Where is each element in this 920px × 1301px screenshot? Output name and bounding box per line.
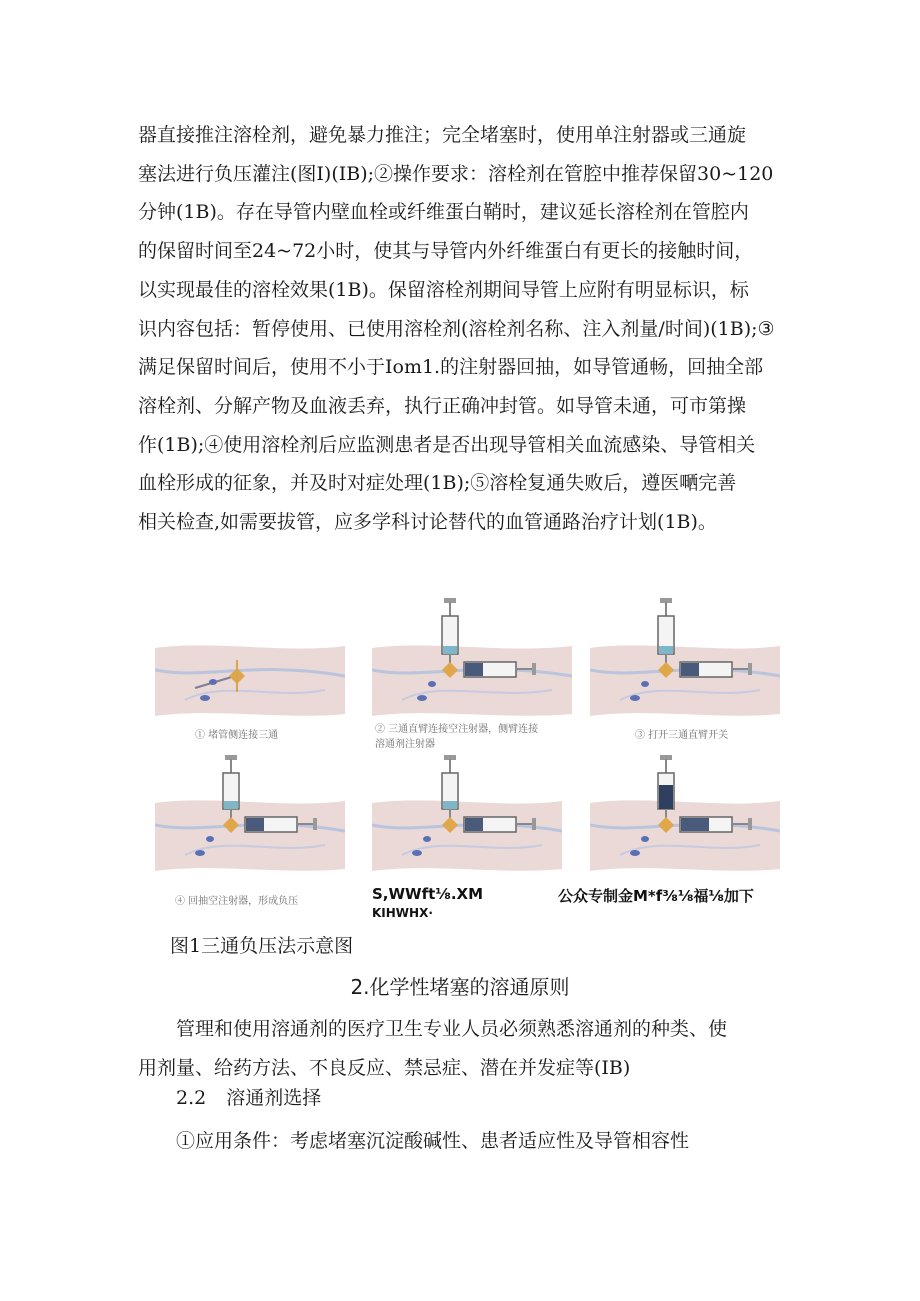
panel-5-caption-line-1: S,WWft⅛.XM [372,885,484,903]
text-line: 溶栓剂、分解产物及血液丢弃，执行正确冲封管。如导管未通，可市第操 [138,394,747,417]
figure-title: 图1三通负压法示意图 [170,935,354,957]
figure-panel-6 [590,755,780,875]
panel-2-caption-line-2: 溶通剂注射器 [375,739,435,750]
body-paragraph-2 [138,1010,788,1087]
catheter-with-syringes-illustration [590,590,780,720]
catheter-with-syringes-illustration [372,590,572,720]
panel-6-caption: 公众专制金M*f⅜⅛福⅛加下 [558,887,754,905]
text-line: 相关检查,如需要拔管，应多学科讨论替代的血管通路治疗计划(1B)。 [138,511,717,534]
figure-panel-3 [590,590,780,720]
subsection-heading [176,1083,321,1110]
text-line: 作(1B);④使用溶栓剂后应监测患者是否出现导管相关血流感染、导管相关 [138,433,756,456]
panel-1-caption: ① 堵管侧连接三通 [195,730,279,741]
text-line: 塞法进行负压灌注(图I)(IB);②操作要求：溶栓剂在管腔中推荐保留30~120 [138,162,774,185]
catheter-with-syringes-illustration [590,755,780,875]
text-line: 满足保留时间后，使用不小于Iom1.的注射器回抽，如导管通畅，回抽全部 [138,356,764,379]
catheter-with-syringes-illustration [372,755,562,875]
figure-panel-5 [372,755,562,875]
section-heading: 2.化学性堵塞的溶通原则 [350,975,570,999]
panel-3-caption: ③ 打开三通直臂开关 [635,730,729,741]
catheter-with-syringes-illustration [155,755,345,875]
text-line: 器直接推注溶栓剂，避免暴力推注；完全堵塞时，使用单注射器或三通旋 [138,124,747,146]
catheter-illustration [155,640,345,720]
text-line: 的保留时间至24~72小时，使其与导管内外纤维蛋白有更长的接触时间， [138,240,754,263]
figure-panel-4 [155,755,345,875]
body-paragraph-1 [138,116,788,542]
text-line: 血栓形成的征象，并及时对症处理(1B);⑤溶栓复通失败后，遵医嗮完善 [138,472,737,495]
panel-5-caption-line-2: KIHWHX· [372,906,433,918]
figure-panel-2 [372,590,562,720]
three-way-negative-pressure-figure [150,590,780,920]
text-line: 管理和使用溶通剂的医疗卫生专业人员必须熟悉溶通剂的种类、使 [176,1018,728,1040]
text-line: 用剂量、给药方法、不良反应、禁忌症、潜在并发症等(IB) [138,1056,631,1079]
subsection-number: 2.2 [176,1087,207,1109]
list-item-1: ①应用条件：考虑堵塞沉淀酸碱性、患者适应性及导管相容性 [176,1130,690,1152]
panel-2-caption-line-1: ② 三通直臂连接空注射器，侧臂连接 [375,724,539,735]
panel-4-caption: ④ 回抽空注射器，形成负压 [175,896,299,907]
text-line: 识内容包括：暂停使用、已使用溶栓剂(溶栓剂名称、注入剂量/时间)(1B);③ [138,317,775,340]
figure-panel-1 [155,640,345,720]
subsection-title: 溶通剂选择 [226,1087,322,1109]
text-line: 分钟(1B)。存在导管内壁血栓或纤维蛋白鞘时，建议延长溶栓剂在管腔内 [138,201,749,224]
text-line: 以实现最佳的溶栓效果(1B)。保留溶栓剂期间导管上应附有明显标识，标 [138,278,749,301]
